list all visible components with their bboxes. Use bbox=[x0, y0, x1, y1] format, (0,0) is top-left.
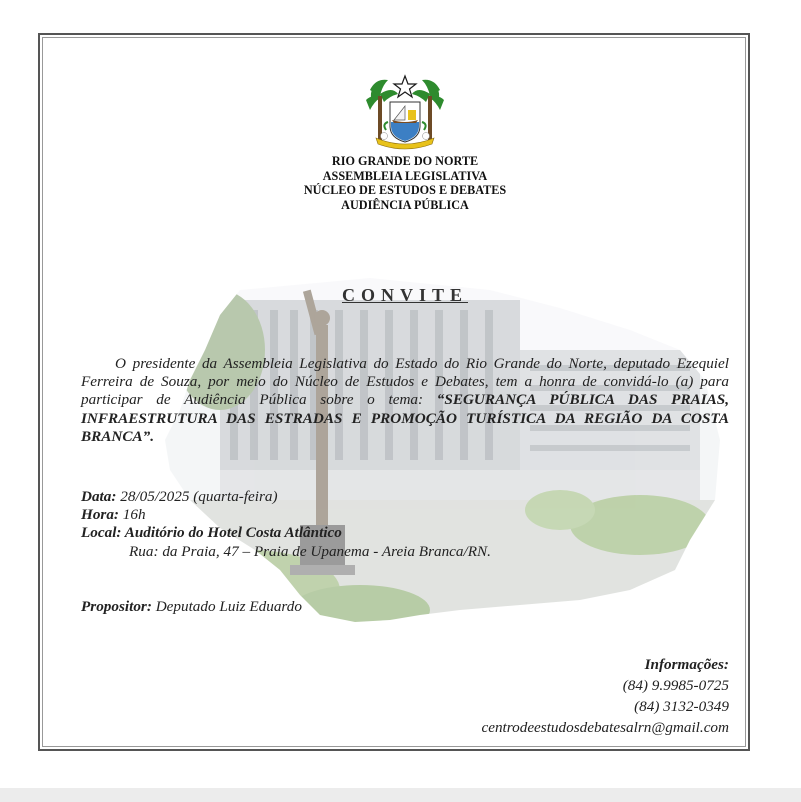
invitation-body bbox=[81, 355, 729, 446]
contact-phone-landline: (84) 3132-0349 bbox=[634, 698, 729, 715]
proposer-value: Deputado Luiz Eduardo bbox=[151, 598, 302, 615]
header-assembly: ASSEMBLEIA LEGISLATIVA bbox=[322, 168, 488, 183]
place-label: Local: Auditório do Hotel Costa Atlântico bbox=[81, 524, 342, 542]
date-value: 28/05/2025 (quarta-feira) bbox=[116, 488, 278, 505]
header-event-type: AUDIÊNCIA PÚBLICA bbox=[341, 197, 469, 212]
state-coat-of-arms-icon bbox=[364, 72, 446, 154]
institution-header bbox=[200, 154, 610, 212]
proposer-label: Propositor: bbox=[81, 598, 152, 615]
invitation-theme: “SEGURANÇA PÚBLICA DAS PRAIAS, INFRAESTRUTURA DAS ESTRADAS E PROMOÇÃO TURÍSTICA DA REGIÃO DA COSTA BRANCA”. bbox=[81, 391, 730, 445]
header-nucleus: NÚCLEO DE ESTUDOS E DEBATES bbox=[303, 183, 507, 198]
time-line bbox=[81, 506, 729, 524]
contact-label: Informações: bbox=[644, 656, 729, 673]
contact-info bbox=[329, 654, 729, 738]
invitation-title: CONVITE bbox=[341, 285, 468, 305]
time-label: Hora: bbox=[81, 506, 119, 524]
time-value: 16h bbox=[118, 506, 146, 524]
date-line bbox=[81, 488, 729, 506]
contact-email: centrodeestudosdebatesalrn@gmail.com bbox=[481, 719, 729, 736]
place-line bbox=[81, 524, 729, 542]
bottom-strip bbox=[0, 788, 801, 802]
invitation-intro: O presidente da Assembleia Legislativa do Estado do Rio Grande do Norte, deputado Ezequiel Ferreira de Souza, por meio do Núcleo de Estudos e Debates, tem a honra de convidá-lo (a) para participar de Audiência Pública sobre o tema: bbox=[81, 355, 729, 409]
state-map-watermark-icon bbox=[160, 270, 725, 630]
contact-phone-mobile: (84) 9.9985-0725 bbox=[622, 677, 729, 694]
date-label: Data: bbox=[81, 488, 117, 505]
event-details bbox=[81, 488, 729, 561]
header-state: RIO GRANDE DO NORTE bbox=[331, 154, 479, 168]
proposer-line bbox=[81, 598, 729, 616]
address-line: Rua: da Praia, 47 – Praia de Upanema - Areia Branca/RN. bbox=[129, 542, 491, 560]
